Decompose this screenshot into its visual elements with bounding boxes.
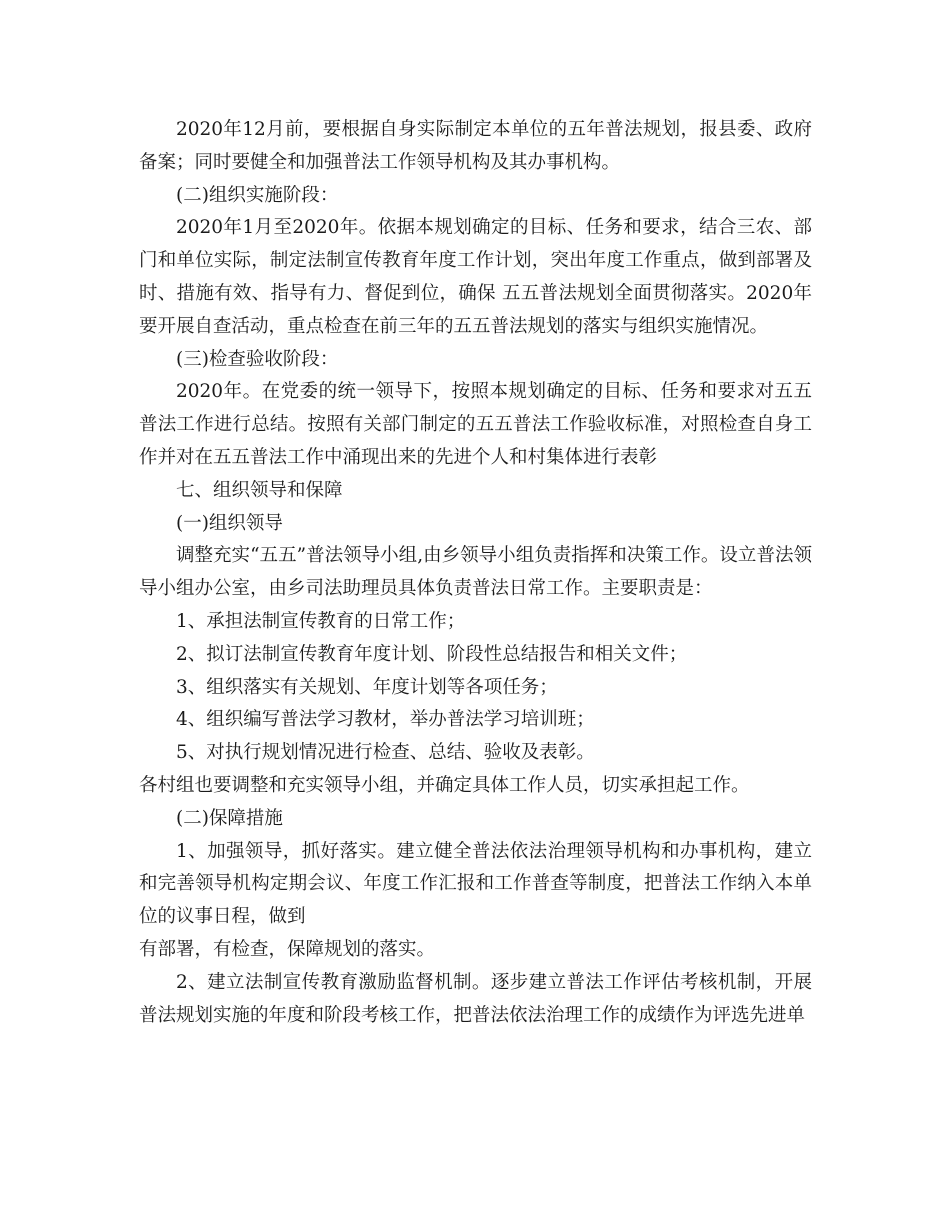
heading-implementation-stage: (二)组织实施阶段：: [176, 184, 339, 206]
paragraph-implementation: 2020年1月至2020年。依据本规划确定的目标、任务和要求，结合三农、部门和单位实际，制定法制宣传教育年度工作计划，突出年度工作重点，做到部署及时、措施有效、指导有力、督促到位，确保 五五普法规划全面贯彻落实。2020年要开展自查活动，重点检查在前三年的五五普法规划的落实与组织实施情况。: [139, 217, 812, 337]
heading-section-seven: 七、组织领导和保障: [176, 479, 343, 501]
heading-inspection-stage: (三)检查验收阶段：: [176, 348, 339, 370]
paragraph-village-groups: 各村组也要调整和充实领导小组，并确定具体工作人员，切实承担起工作。: [139, 774, 750, 796]
heading-safeguard-measures: (二)保障措施: [176, 807, 283, 829]
paragraph-leadership-group: 调整充实“五五”普法领导小组,由乡领导小组负责指挥和决策工作。设立普法领导小组办公室，由乡司法助理员具体负责普法日常工作。主要职责是：: [139, 545, 812, 600]
paragraph-measure-2: 2、建立法制宣传教育激励监督机制。逐步建立普法工作评估考核机制，开展普法规划实施的年度和阶段考核工作，把普法依法治理工作的成绩作为评选先进单: [139, 971, 812, 1026]
list-item-duty-5: 5、对执行规划情况进行检查、总结、验收及表彰。: [176, 742, 595, 764]
list-item-duty-3: 3、组织落实有关规划、年度计划等各项任务；: [176, 676, 558, 698]
paragraph-inspection: 2020年。在党委的统一领导下，按照本规划确定的目标、任务和要求对五五普法工作进行总结。按照有关部门制定的五五普法工作验收标准，对照检查自身工作并对在五五普法工作中涌现出来的先进个人和村集体进行表彰: [139, 381, 812, 468]
paragraph-measure-1-continued: 有部署，有检查，保障规划的落实。: [139, 938, 436, 960]
list-item-duty-2: 2、拟订法制宣传教育年度计划、阶段性总结报告和相关文件；: [176, 643, 688, 665]
list-item-duty-4: 4、组织编写普法学习教材，举办普法学习培训班；: [176, 709, 595, 731]
paragraph-planning-deadline: 2020年12月前，要根据自身实际制定本单位的五年普法规划，报县委、政府备案；同时要健全和加强普法工作领导机构及其办事机构。: [139, 119, 812, 173]
document-body: [139, 114, 812, 1032]
list-item-duty-1: 1、承担法制宣传教育的日常工作；: [176, 610, 466, 632]
paragraph-measure-1: 1、加强领导，抓好落实。建立健全普法依法治理领导机构和办事机构，建立和完善领导机构定期会议、年度工作汇报和工作普查等制度，把普法工作纳入本单位的议事日程，做到: [139, 840, 812, 928]
heading-organization-leadership: (一)组织领导: [176, 512, 283, 534]
